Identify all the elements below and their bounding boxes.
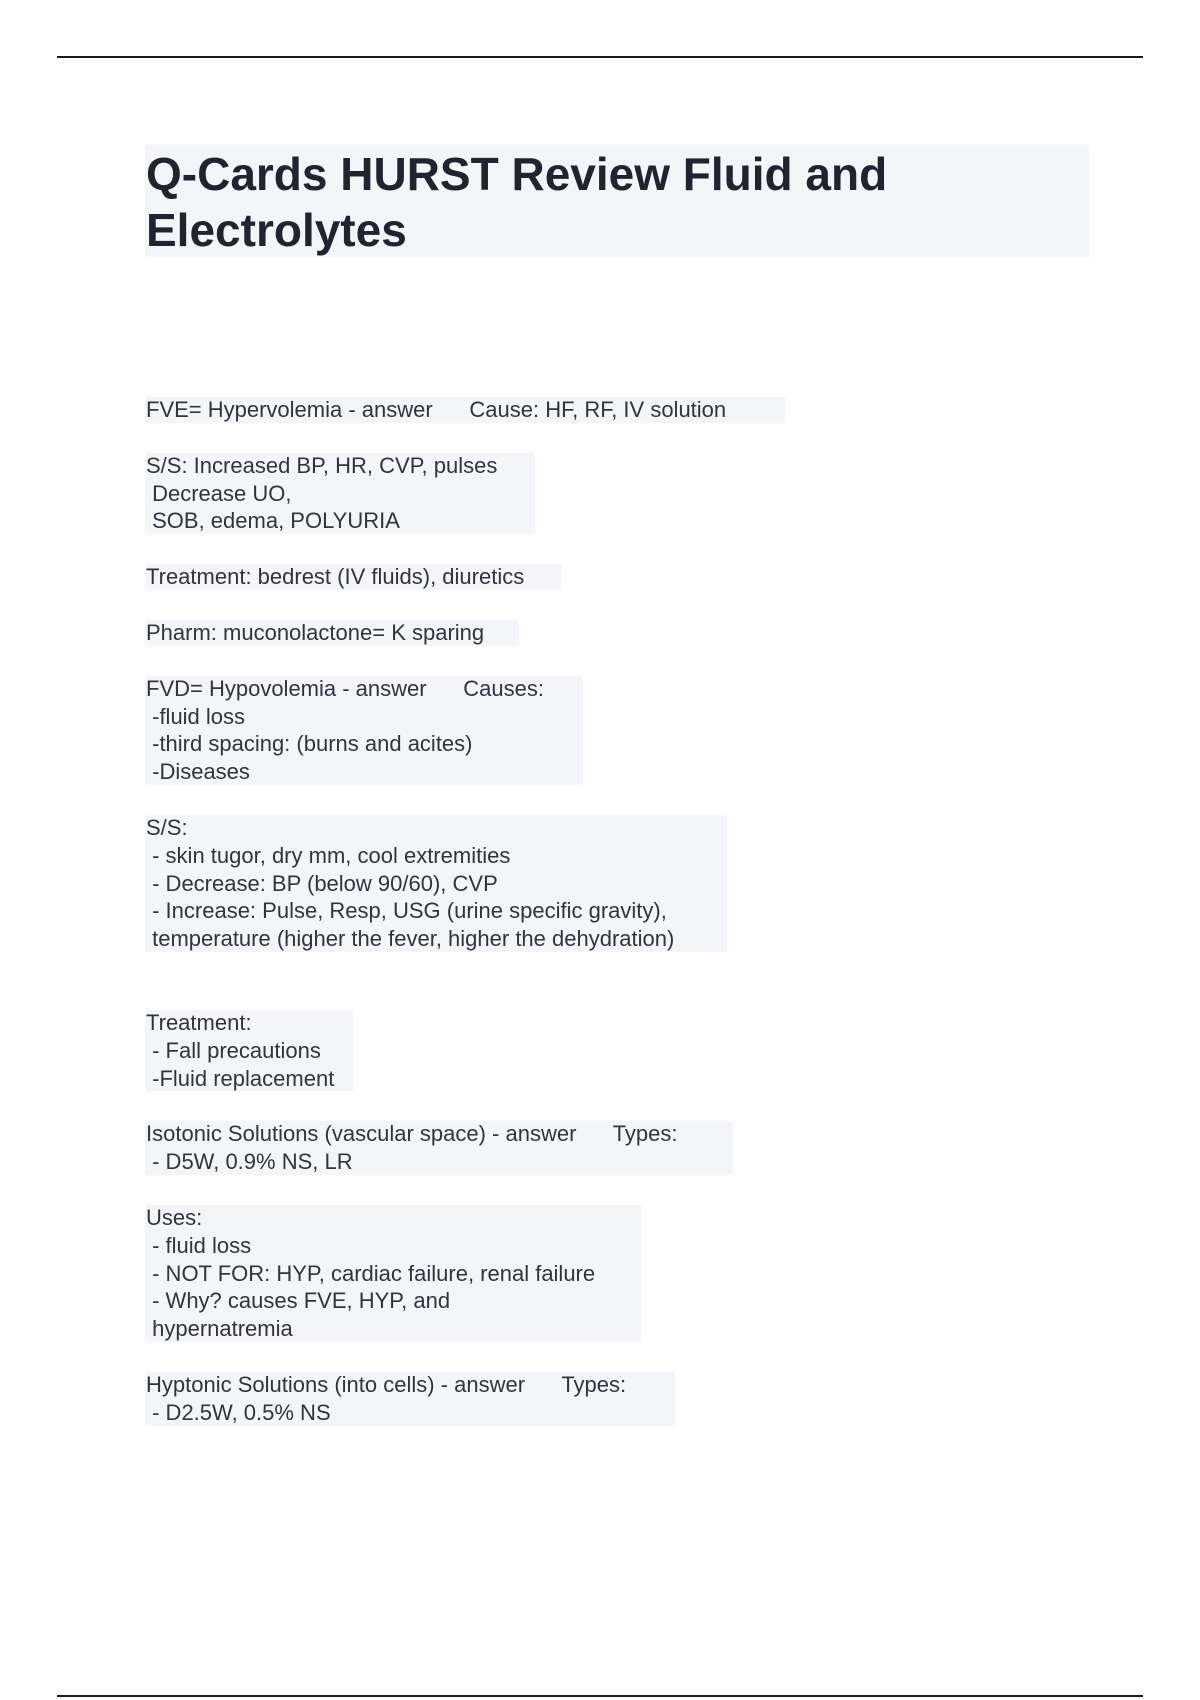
flashcard-fvd (146, 675, 1046, 786)
text-line: -fluid loss (146, 703, 246, 729)
document-body (146, 396, 1046, 1427)
flashcard-fvd-treatment (146, 1009, 1046, 1092)
text-line: - Why? causes FVE, HYP, and (146, 1288, 451, 1314)
flashcard-fve (146, 396, 1046, 424)
flashcard-isotonic (146, 1120, 1046, 1176)
text-line: - D2.5W, 0.5% NS (146, 1399, 331, 1425)
flashcard-isotonic-uses (146, 1204, 1046, 1343)
flashcard-fvd-symptoms (146, 814, 1046, 953)
flashcard-fve-symptoms (146, 452, 1046, 535)
footer-rule (57, 1695, 1143, 1697)
text-line: Hyptonic Solutions (into cells) - answer Types: (146, 1371, 627, 1397)
page-title: Q-Cards HURST Review Fluid and Electrolytes (146, 148, 888, 256)
text-line: - Increase: Pulse, Resp, USG (urine specific gravity), (146, 898, 667, 924)
text-line: SOB, edema, POLYURIA (146, 508, 400, 534)
text-line: - Decrease: BP (below 90/60), CVP (146, 870, 498, 896)
text-line: Treatment: bedrest (IV fluids), diuretics (146, 564, 525, 590)
text-line: temperature (higher the fever, higher the dehydration) (146, 926, 675, 952)
header-rule (57, 56, 1143, 58)
text-line: S/S: (146, 814, 188, 840)
text-line: -Fluid replacement (146, 1065, 335, 1091)
text-line: - NOT FOR: HYP, cardiac failure, renal failure (146, 1260, 596, 1286)
text-line: Decrease UO, (146, 480, 292, 506)
text-line: FVD= Hypovolemia - answer Causes: (146, 675, 544, 701)
flashcard-hypotonic (146, 1371, 1046, 1427)
text-line: -Diseases (146, 759, 250, 785)
text-line: - fluid loss (146, 1232, 252, 1258)
text-line: - D5W, 0.9% NS, LR (146, 1149, 353, 1175)
flashcard-fve-pharm (146, 619, 1046, 647)
text-line: - Fall precautions (146, 1037, 321, 1063)
text-line: Treatment: (146, 1009, 252, 1035)
text-line: Isotonic Solutions (vascular space) - answer Types: (146, 1121, 678, 1147)
text-line: -third spacing: (burns and acites) (146, 731, 473, 757)
text-line: - skin tugor, dry mm, cool extremities (146, 842, 511, 868)
text-line: S/S: Increased BP, HR, CVP, pulses (146, 452, 498, 478)
flashcard-fve-treatment (146, 563, 1046, 591)
text-line: Uses: (146, 1204, 203, 1230)
text-line: hypernatremia (146, 1316, 293, 1342)
text-line: FVE= Hypervolemia - answer Cause: HF, RF, IV solution (146, 397, 727, 422)
text-line: Pharm: muconolactone= K sparing (146, 619, 485, 645)
